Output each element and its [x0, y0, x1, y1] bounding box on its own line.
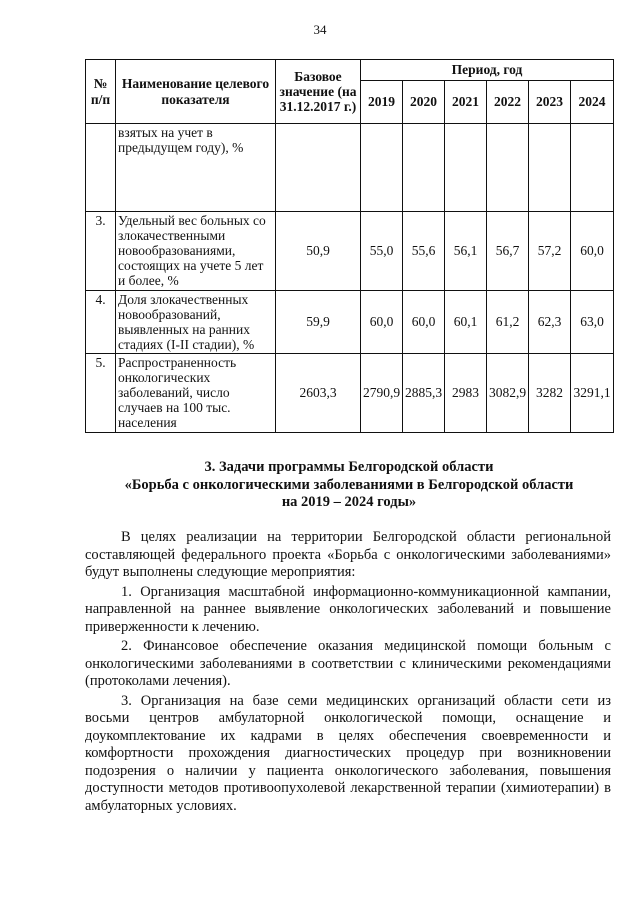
- row-value: [361, 124, 403, 212]
- row-value: 3082,9: [487, 353, 529, 432]
- row-value: 56,1: [445, 212, 487, 291]
- list-item: 3. Организация на базе семи медицинских организаций области сети из восьми центров амбулаторной онкологической помощи, оснащение и доукомплектование их кадрами в целях обеспечения своевременности и комфортности прохождения диагностических процедур при возникновении подозрения о наличии у пациента онкологического заболевания, повышения доступности методов противоопухолевой лекарственной терапии (химиотерапии) в амбулаторных условиях.: [85, 692, 611, 814]
- row-value: 3291,1: [571, 353, 614, 432]
- row-value: [571, 124, 614, 212]
- section-title-line: 3. Задачи программы Белгородской области: [204, 459, 494, 475]
- row-num: 5.: [86, 353, 116, 432]
- header-name: Наименование целевого показателя: [116, 60, 276, 124]
- section-title: [85, 459, 613, 512]
- row-name: Доля злокачественных новообразований, выявленных на ранних стадиях (I-II стадии), %: [116, 290, 276, 353]
- header-year: 2024: [571, 81, 614, 124]
- row-name: Удельный вес больных со злокачественными новообразованиями, состоящих на учете 5 лет и более, %: [116, 212, 276, 291]
- row-value: 60,1: [445, 290, 487, 353]
- table-row: [86, 212, 614, 291]
- row-value: 62,3: [529, 290, 571, 353]
- table-row: [86, 124, 614, 212]
- row-name: взятых на учет в предыдущем году), %: [116, 124, 276, 212]
- table-row: [86, 290, 614, 353]
- row-value: [403, 124, 445, 212]
- row-base: 59,9: [276, 290, 361, 353]
- row-value: 2983: [445, 353, 487, 432]
- row-value: 63,0: [571, 290, 614, 353]
- header-base: Базовое значение (на 31.12.2017 г.): [276, 60, 361, 124]
- row-value: 61,2: [487, 290, 529, 353]
- header-year: 2021: [445, 81, 487, 124]
- page-number: 34: [313, 22, 327, 37]
- row-base: 50,9: [276, 212, 361, 291]
- list-item: 1. Организация масштабной информационно-коммуникационной кампании, направленной на раннее выявление онкологических заболеваний и повышение приверженности к лечению.: [85, 583, 611, 635]
- row-num: [86, 124, 116, 212]
- row-value: [487, 124, 529, 212]
- row-base: 2603,3: [276, 353, 361, 432]
- measures-list: [85, 584, 611, 816]
- header-year: 2023: [529, 81, 571, 124]
- section-title-line: на 2019 – 2024 годы»: [281, 494, 417, 511]
- row-name: Распространенность онкологических заболеваний, число случаев на 100 тыс. населения: [116, 353, 276, 432]
- row-value: 2790,9: [361, 353, 403, 432]
- indicators-table: [85, 59, 614, 433]
- header-year: 2022: [487, 81, 529, 124]
- row-value: 60,0: [361, 290, 403, 353]
- row-value: 60,0: [571, 212, 614, 291]
- table-row: [86, 353, 614, 432]
- row-value: 2885,3: [403, 353, 445, 432]
- list-item: 2. Финансовое обеспечение оказания медицинской помощи больным с онкологическими заболеваниями в соответствии с клиническими рекомендациями (протоколами лечения).: [85, 638, 611, 690]
- row-value: [445, 124, 487, 212]
- row-num: 4.: [86, 290, 116, 353]
- row-value: [529, 124, 571, 212]
- intro-paragraph: В целях реализации на территории Белгородской области региональной составляющей федерального проекта «Борьба с онкологическими заболеваниями» будут выполнены следующие мероприятия:: [85, 529, 611, 581]
- row-base: [276, 124, 361, 212]
- row-value: 60,0: [403, 290, 445, 353]
- row-value: 55,6: [403, 212, 445, 291]
- row-value: 57,2: [529, 212, 571, 291]
- section-title-line: «Борьба с онкологическими заболеваниями в Белгородской области: [124, 476, 574, 493]
- row-value: 3282: [529, 353, 571, 432]
- body-text: [85, 529, 611, 818]
- row-num: 3.: [86, 212, 116, 291]
- header-year: 2019: [361, 81, 403, 124]
- row-value: 55,0: [361, 212, 403, 291]
- header-num: № п/п: [86, 60, 116, 124]
- row-value: 56,7: [487, 212, 529, 291]
- header-year: 2020: [403, 81, 445, 124]
- header-period: Период, год: [361, 60, 614, 81]
